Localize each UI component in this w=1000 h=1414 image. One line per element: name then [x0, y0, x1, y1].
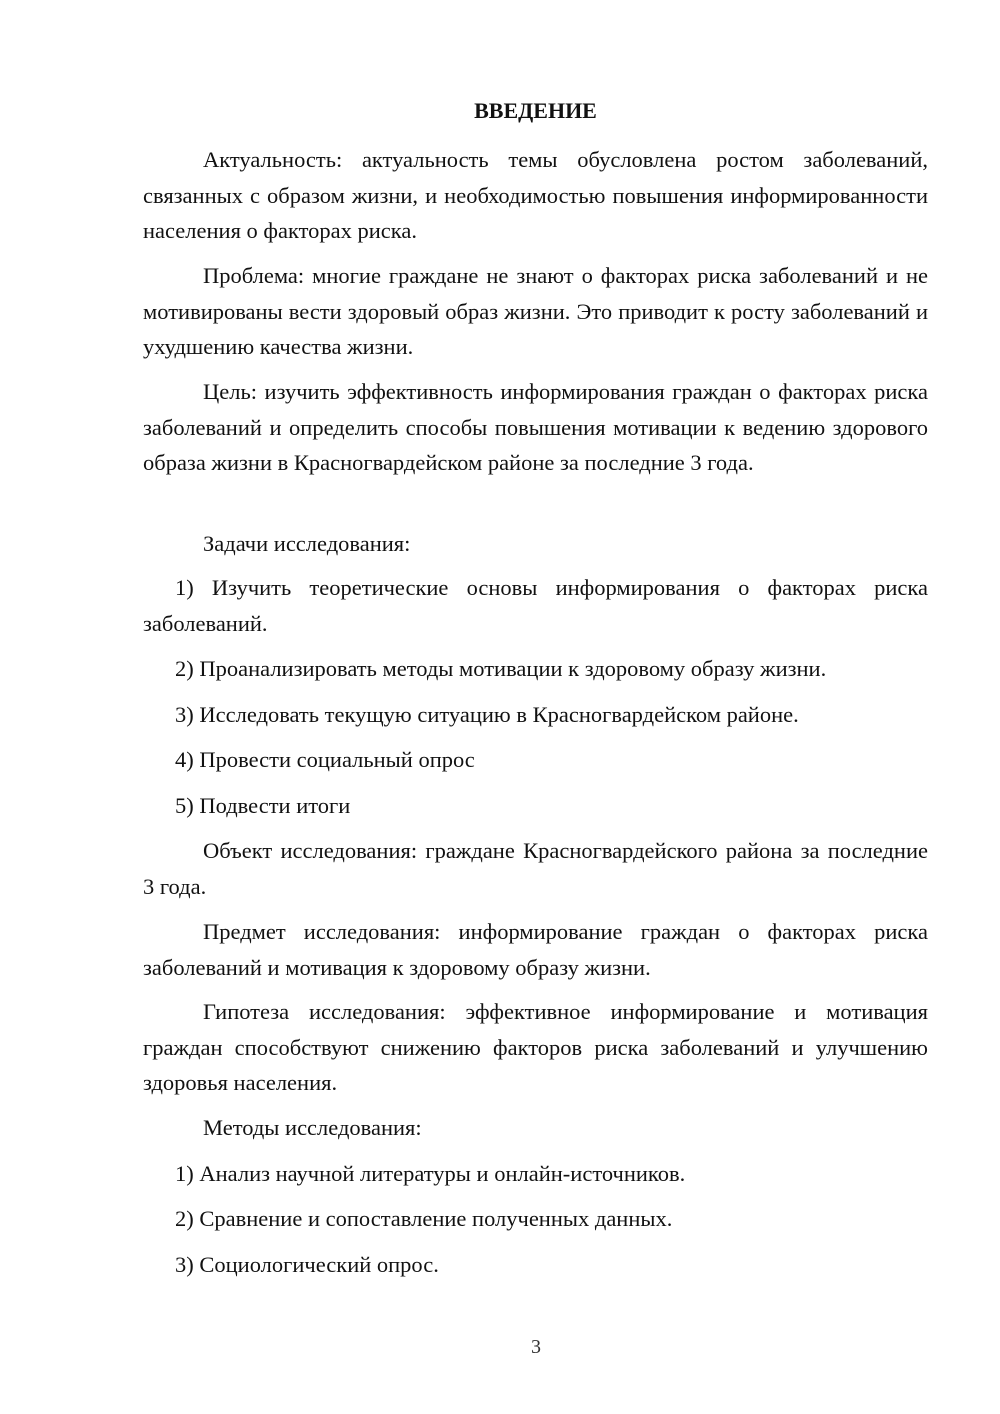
subject-paragraph: Предмет исследования: информирование граждан о факторах риска заболеваний и мотивация к здоровому образу жизни.: [143, 919, 928, 980]
methods-heading: Методы исследования:: [203, 1115, 422, 1140]
relevance-paragraph: Актуальность: актуальность темы обусловлена ростом заболеваний, связанных с образом жизни, и необходимостью повышения информированности населения о факторах риска.: [143, 147, 928, 243]
hypothesis-paragraph: Гипотеза исследования: эффективное информирование и мотивация граждан способствуют снижению факторов риска заболеваний и улучшению здоровья населения.: [143, 999, 928, 1095]
goal-paragraph: Цель: изучить эффективность информирования граждан о факторах риска заболеваний и определить способы повышения мотивации к ведению здорового образа жизни в Красногвардейском районе за последние 3 года.: [143, 379, 928, 475]
tasks-heading: Задачи исследования:: [203, 531, 411, 556]
method-item-3: 3) Социологический опрос.: [175, 1252, 439, 1277]
method-item-2: 2) Сравнение и сопоставление полученных данных.: [175, 1206, 673, 1231]
task-item-5: 5) Подвести итоги: [175, 793, 351, 818]
task-item-1: 1) Изучить теоретические основы информирования о факторах риска заболеваний.: [143, 575, 928, 636]
method-item-1: 1) Анализ научной литературы и онлайн-источников.: [175, 1161, 686, 1186]
task-item-4: 4) Провести социальный опрос: [175, 747, 475, 772]
task-item-2: 2) Проанализировать методы мотивации к здоровому образу жизни.: [175, 656, 827, 681]
task-item-3: 3) Исследовать текущую ситуацию в Красногвардейском районе.: [175, 702, 799, 727]
section-title: ВВЕДЕНИЕ: [474, 98, 597, 123]
object-paragraph: Объект исследования: граждане Красногвардейского района за последние 3 года.: [143, 838, 928, 899]
problem-paragraph: Проблема: многие граждане не знают о факторах риска заболеваний и не мотивированы вести здоровый образ жизни. Это приводит к росту заболеваний и ухудшению качества жизни.: [143, 263, 928, 359]
page-number: 3: [531, 1336, 541, 1358]
